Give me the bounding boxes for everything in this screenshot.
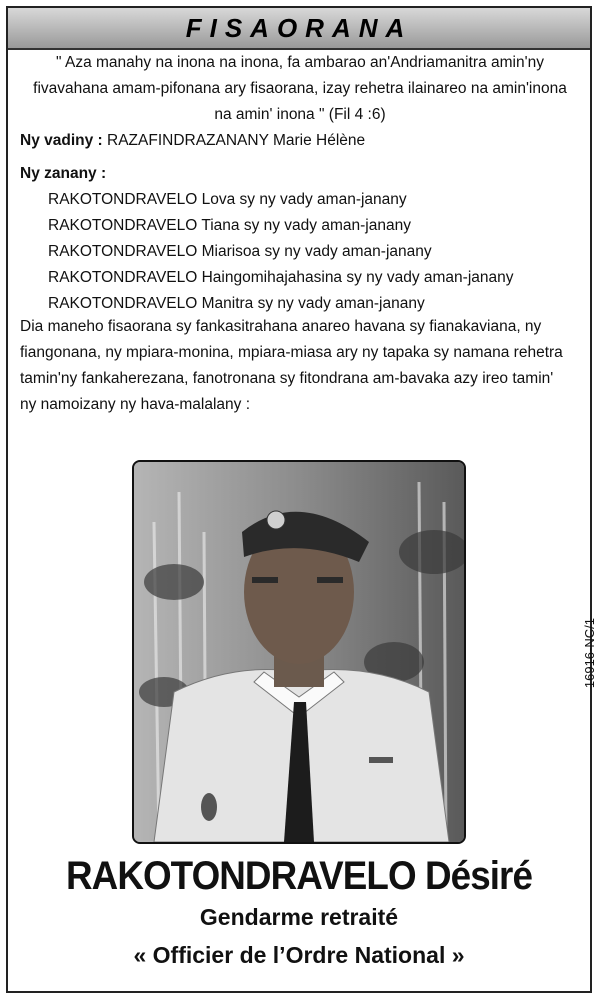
quote-line: fivavahana amam-pifonana ary fisaorana, izay rehetra ilainareo na amin'inona [33,80,567,97]
thanks-line: tamin'ny fankaherezana, fanotronana sy fitondrana am-bavaka azy ireo tamin' [20,370,554,387]
child-item: RAKOTONDRAVELO Haingomihajahasina sy ny vady aman-janany [48,269,514,286]
quote-line: na amin' inona " (Fil 4 :6) [214,106,386,123]
spouse-name: RAZAFINDRAZANANY Marie Hélène [107,132,366,149]
spouse-line [20,128,580,154]
deceased-distinction: « Officier de l’Ordre National » [133,942,465,968]
child-item: RAKOTONDRAVELO Lova sy ny vady aman-janany [48,191,407,208]
child-item: RAKOTONDRAVELO Tiana sy ny vady aman-janany [48,217,411,234]
thanks-line: Dia maneho fisaorana sy fankasitrahana anareo havana sy fianakaviana, ny [20,318,542,335]
child-item: RAKOTONDRAVELO Manitra sy ny vady aman-janany [48,295,425,312]
children-label: Ny zanany : [20,165,107,182]
children-section [20,161,580,317]
thanks-line: ny namoizany ny hava-malalany : [20,396,251,413]
reference-code: 16916-NC/1 [582,618,597,689]
page-title: FISAORANA [185,12,413,43]
bible-quote [20,50,580,128]
portrait-illustration [134,462,464,842]
thanks-paragraph [20,314,580,418]
deceased-name: RAKOTONDRAVELO Désiré [66,854,532,898]
obituary-card [6,6,597,993]
child-item: RAKOTONDRAVELO Miarisoa sy ny vady aman-janany [48,243,432,260]
deceased-rank: Gendarme retraité [199,904,399,930]
thanks-line: fiangonana, ny mpiara-monina, mpiara-miasa ary ny tapaka sy namana rehetra [20,344,563,361]
portrait-photo [132,460,466,844]
header-bar [8,8,590,50]
spouse-label: Ny vadiny : [20,132,103,149]
quote-line: " Aza manahy na inona na inona, fa ambarao an'Andriamanitra amin'ny [56,54,544,71]
